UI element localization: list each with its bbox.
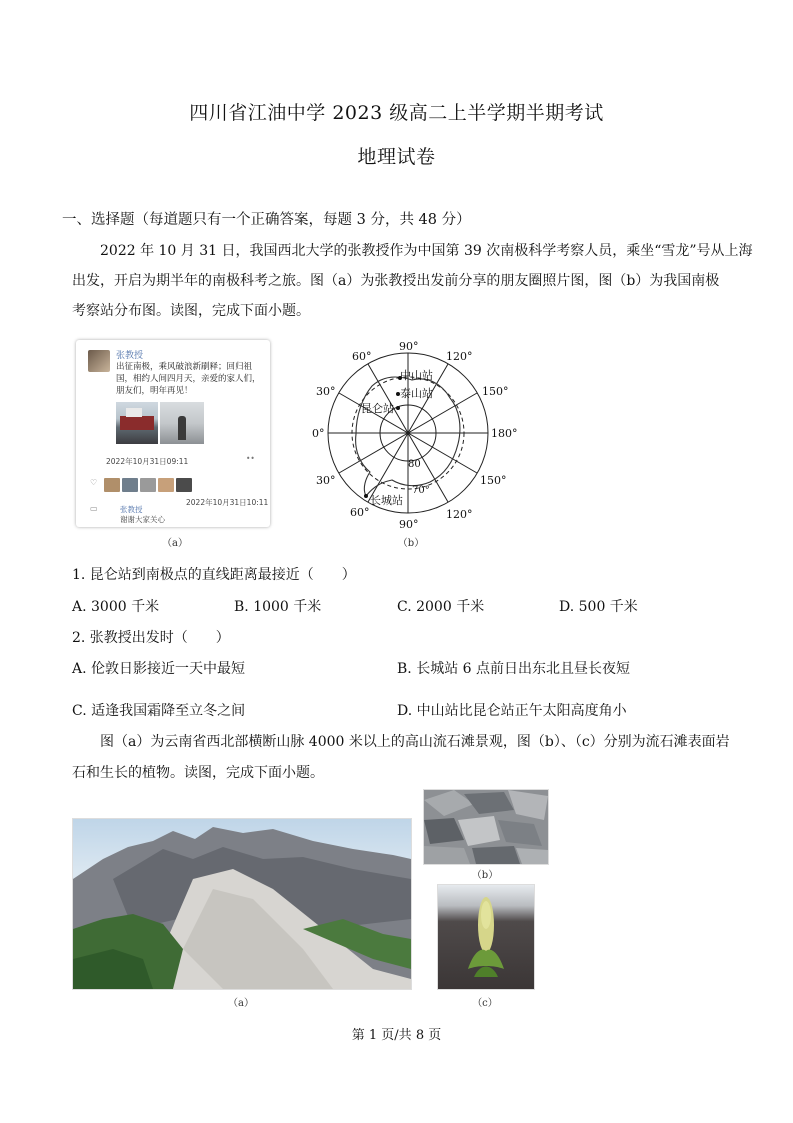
exam-subtitle: 地理试卷 <box>357 146 436 168</box>
section-heading: 一、选择题（每道题只有一个正确答案，每题 3 分，共 48 分） <box>62 212 471 228</box>
map-label-60-top: 60° <box>352 350 372 363</box>
q1-option-d: D. 500 千米 <box>559 599 638 615</box>
intro2-line-1: 图（a）为云南省西北部横断山脉 4000 米以上的高山流石滩景观，图（b）、（c）分别为流石滩表面岩 <box>100 734 730 750</box>
like-avatar <box>158 478 174 492</box>
scree-landscape-photo <box>72 818 412 990</box>
like-avatar <box>176 478 192 492</box>
q2-option-a: A. 伦敦日影接近一天中最短 <box>72 661 246 677</box>
figure2-caption-b: （b） <box>471 870 499 881</box>
figure-caption-b: （b） <box>397 538 425 549</box>
q1-option-a: A. 3000 千米 <box>72 599 160 615</box>
heart-icon: ♡ <box>90 478 98 487</box>
map-label-150-bottom: 150° <box>480 474 507 487</box>
page-number: 第 1 页/共 8 页 <box>351 1028 442 1043</box>
exam-title: 四川省江油中学 2023 级高二上半学期半期考试 <box>189 102 604 124</box>
map-label-80: 80 <box>408 459 421 470</box>
map-label-180: 180° <box>491 427 518 440</box>
map-label-120-top: 120° <box>446 350 473 363</box>
q2-option-d: D. 中山站比昆仑站正午太阳高度角小 <box>397 703 627 719</box>
like-avatar <box>122 478 138 492</box>
station-zhongshan: 中山站 <box>400 369 433 382</box>
figure-caption-a: （a） <box>162 538 188 549</box>
avatar <box>88 350 110 372</box>
map-label-30-top: 30° <box>316 385 336 398</box>
map-label-90-top: 90° <box>399 340 419 353</box>
map-label-60-bottom: 60° <box>350 506 370 519</box>
like-avatar <box>140 478 156 492</box>
map-label-0: 0° <box>312 427 325 440</box>
comment-date: 2022年10月31日10:11 <box>186 498 269 507</box>
intro-line-1: 2022 年 10 月 31 日，我国西北大学的张教授作为中国第 39 次南极科学考察人员，乘坐“雪龙”号从上海 <box>100 243 753 259</box>
q1-option-c: C. 2000 千米 <box>397 599 485 615</box>
q2-stem: 2. 张教授出发时（ ） <box>72 630 230 646</box>
social-post-card <box>76 340 270 527</box>
intro-line-2: 出发，开启为期半年的南极科考之旅。图（a）为张教授出发前分享的朋友圈照片图，图（b）为我国南极 <box>72 273 720 289</box>
station-taishan: 泰山站 <box>400 387 433 400</box>
more-icon: •• <box>246 454 255 463</box>
comment-text: 谢谢大家关心 <box>120 515 165 524</box>
q1-option-b: B. 1000 千米 <box>234 599 322 615</box>
post-text: 出征南极，乘风破浪新刷释；回归祖国，相约人间四月天，亲爱的家人们，朋友们，明年再见！ <box>116 362 261 396</box>
map-label-70: 70° <box>412 485 430 496</box>
intro2-line-2: 石和生长的植物。读图，完成下面小题。 <box>72 765 324 781</box>
scree-rocks-photo <box>423 789 549 865</box>
comment-author: 张教授 <box>120 505 143 514</box>
figure2-caption-c: （c） <box>472 998 498 1009</box>
antarctic-station-map <box>300 336 522 552</box>
map-label-30-bottom: 30° <box>316 474 336 487</box>
post-photo-ship <box>116 402 158 444</box>
q1-stem: 1. 昆仑站到南极点的直线距离最接近（ ） <box>72 567 356 583</box>
station-kunlun: 昆仑站 <box>361 402 394 415</box>
post-date: 2022年10月31日09:11 <box>106 457 189 466</box>
like-avatar <box>104 478 120 492</box>
post-author: 张教授 <box>116 351 144 361</box>
station-changcheng: 长城站 <box>370 494 403 507</box>
q2-option-c: C. 适逢我国霜降至立冬之间 <box>72 703 246 719</box>
post-photo-person <box>160 402 204 444</box>
map-label-90-bottom: 90° <box>399 518 419 531</box>
alpine-plant-photo <box>437 884 535 990</box>
map-label-120-bottom: 120° <box>446 508 473 521</box>
q2-option-b: B. 长城站 6 点前日出东北且昼长夜短 <box>397 661 630 677</box>
figure2-caption-a: （a） <box>228 998 254 1009</box>
intro-line-3: 考察站分布图。读图，完成下面小题。 <box>72 303 310 319</box>
map-label-150-top: 150° <box>482 385 509 398</box>
comment-icon: ▭ <box>90 504 98 513</box>
